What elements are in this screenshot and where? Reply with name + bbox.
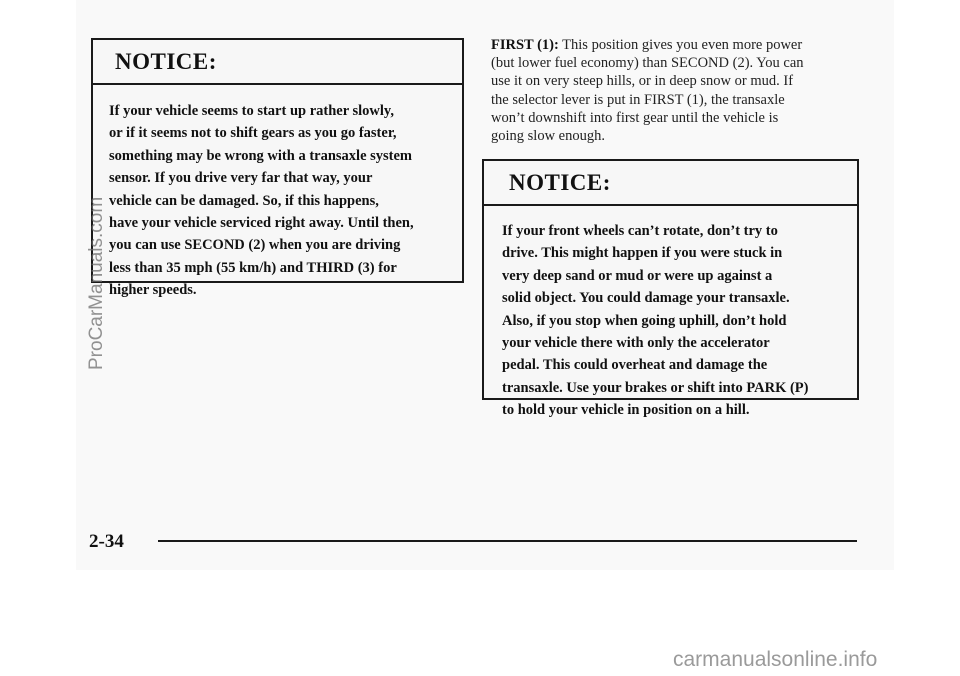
page-number: 2-34 xyxy=(89,531,124,552)
bottom-watermark: carmanualsonline.info xyxy=(673,648,878,671)
notice-heading: NOTICE: xyxy=(484,161,857,206)
first-gear-text: This position gives you even more power (but lower fuel economy) than SECOND (2). You can use it on very steep hills, or in deep snow or mud. If the selector lever is put in FIRST (1), the transaxle won’t downshift into first gear until the vehicle is going slow enough. xyxy=(491,37,804,145)
notice-box-transaxle-sensor xyxy=(91,38,464,299)
first-gear-paragraph xyxy=(491,36,861,145)
footer-rule xyxy=(158,540,857,542)
first-gear-label: FIRST (1): xyxy=(491,37,559,53)
notice-heading: NOTICE: xyxy=(93,40,462,85)
notice-body: If your front wheels can’t rotate, don’t try to drive. This might happen if you were stuck in very deep sand or mud or were up against a solid object. You could damage your transaxle. Also, if you stop when going uphill, don’t hold your vehicle there with only the accelerator pedal. This could overheat and damage the transaxle. Use your brakes or shift into PARK (P) to hold your vehicle in position on a hill. xyxy=(502,223,809,419)
notice-body: If your vehicle seems to start up rather slowly, or if it seems not to shift gears as you go faster, something may be wrong with a transaxle system sensor. If you drive very far that way, your vehicle can be damaged. So, if this happens, have your vehicle serviced right away. Until then, you can use SECOND (2) when you are driving less than 35 mph (55 km/h) and THIRD (3) for higher speeds. xyxy=(109,103,414,299)
side-watermark: ProCarManuals.com xyxy=(86,196,107,370)
notice-box-front-wheels xyxy=(482,159,859,419)
